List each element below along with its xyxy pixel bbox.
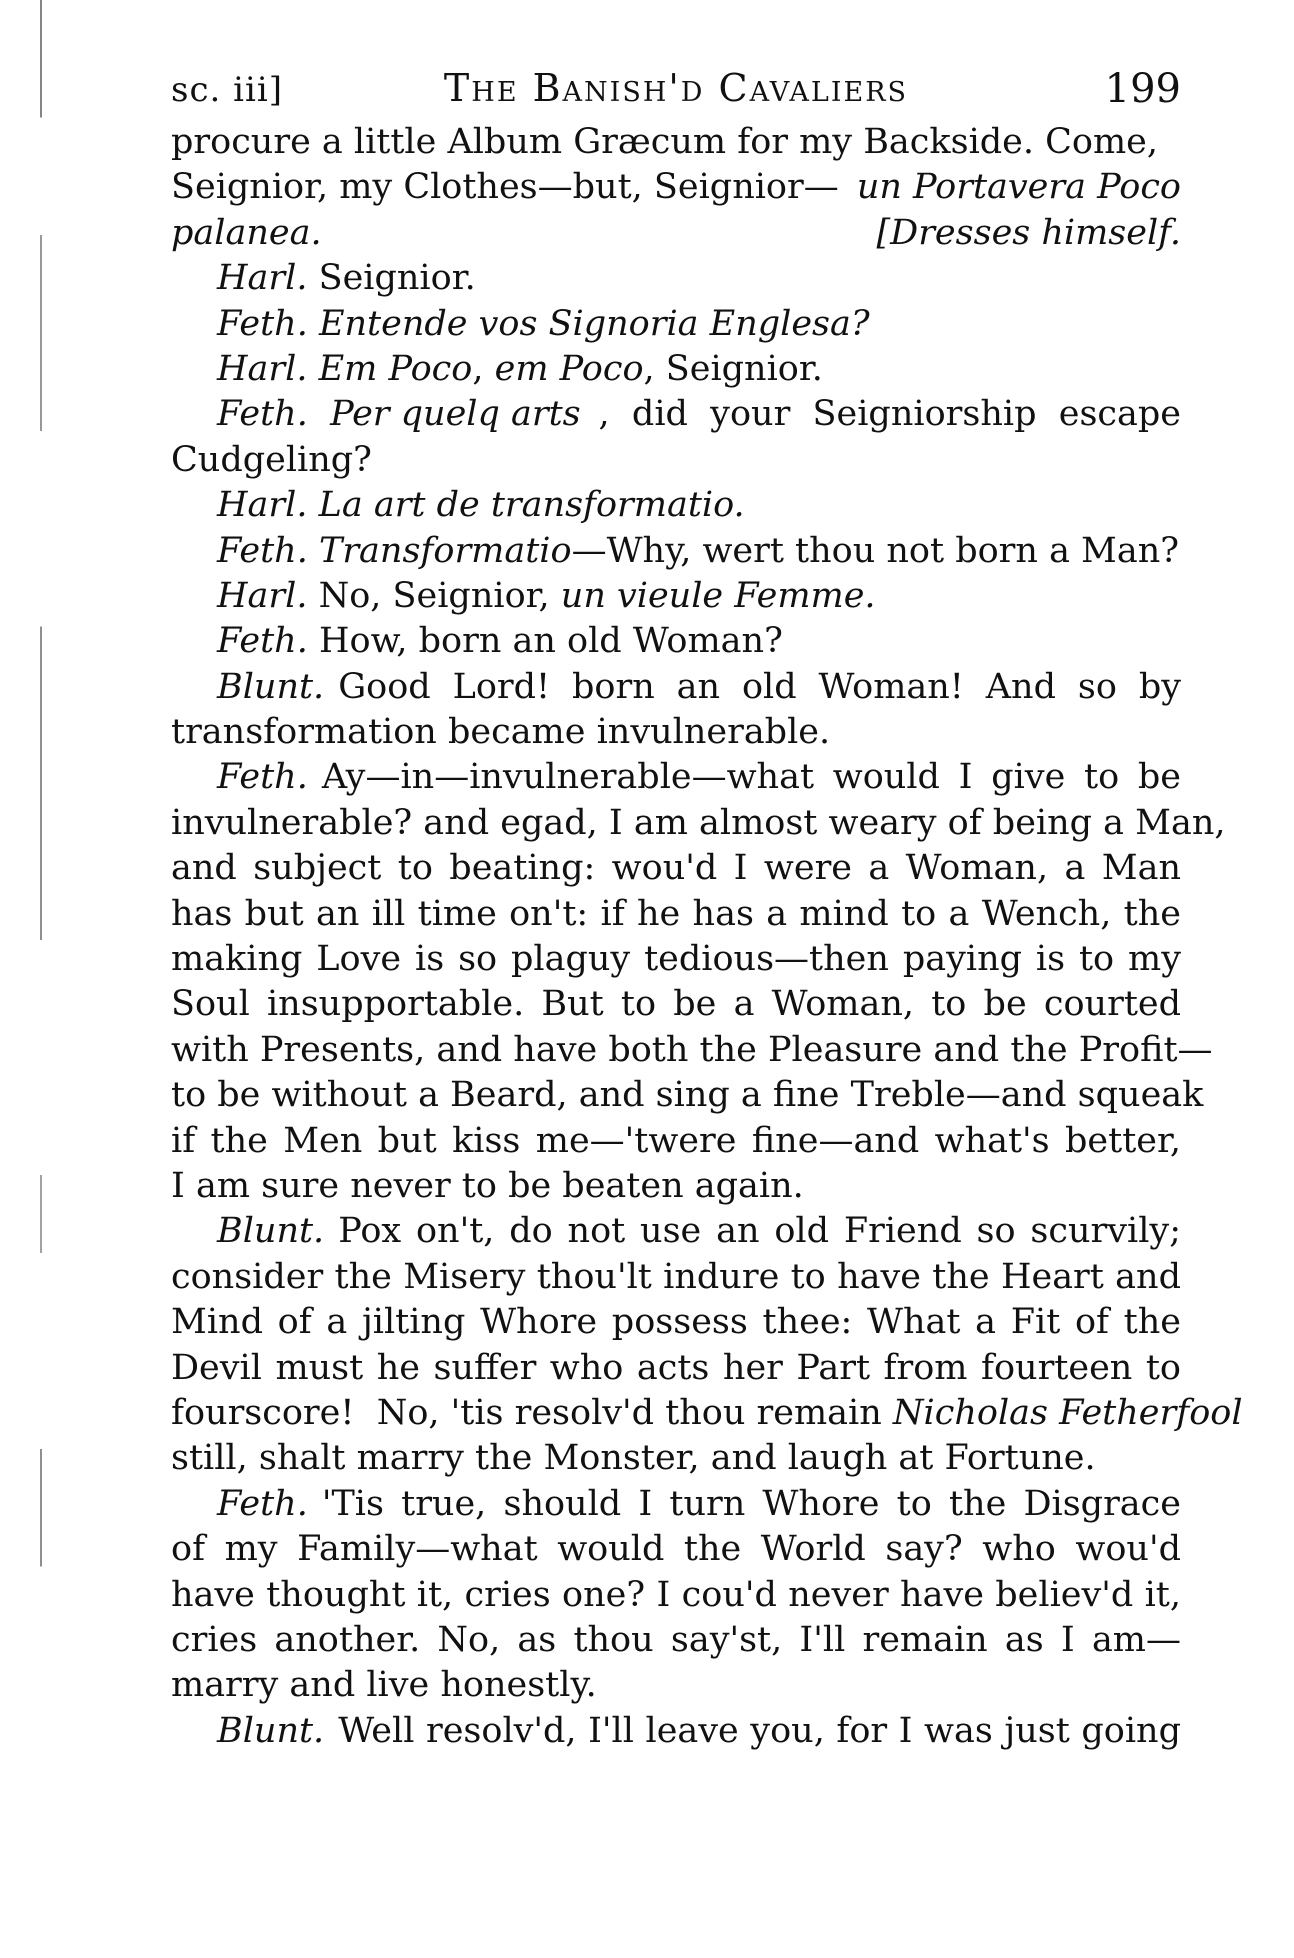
text-line [171, 1663, 1181, 1708]
text-line [171, 1255, 1181, 1300]
line-text: Devil must he suffer who acts her Part from fourteen to [171, 1347, 1181, 1388]
speech-text: Well resolv'd, I'll leave you, for I was just going [338, 1710, 1181, 1751]
line-text: transformation became invulnerable. [171, 712, 831, 753]
speaker-name: Feth. [217, 530, 308, 571]
speech-line [171, 483, 1181, 528]
line-text: to be without a Beard, and sing a fine Treble—and squeak [171, 1075, 1204, 1116]
speech-line [171, 1209, 1181, 1254]
speech-line [171, 1709, 1181, 1754]
italic-phrase: em Poco [494, 348, 644, 389]
line-text: consider the Misery thou'lt indure to have the Heart and [171, 1256, 1181, 1297]
line-text: have thought it, cries one? I cou'd never have believ'd it, [171, 1574, 1181, 1615]
line-text: fourscore! No, 'tis resolv'd thou remain [171, 1392, 893, 1433]
text-line [171, 1300, 1181, 1345]
speech-line [171, 1482, 1181, 1527]
italic-phrase: Per quelq arts [330, 394, 581, 435]
speech-text: How, born an old Woman? [318, 621, 783, 662]
text-line [171, 1028, 1213, 1073]
text-line [171, 120, 1181, 165]
line-text: —Why, wert thou not born a Man? [571, 530, 1180, 571]
text-line [171, 1436, 1181, 1481]
speaker-name: Feth. [217, 1483, 308, 1524]
italic-phrase: Em Poco [318, 348, 473, 389]
line-text: of my Family—what would the World say? who wou'd [171, 1529, 1181, 1570]
text-line [171, 1618, 1181, 1663]
speaker-name: Feth. [217, 303, 308, 344]
italic-phrase: un vieule Femme. [560, 575, 876, 616]
line-text: marry and live honestly. [171, 1665, 597, 1706]
speaker-name: Harl. [217, 258, 308, 299]
italic-phrase: Transformatio [318, 530, 572, 571]
line-text: procure a little Album Græcum for my Backside. Come, [171, 122, 1159, 162]
speech-text: 'Tis true, should I turn Whore to the Disgrace [321, 1483, 1181, 1524]
line-text: with Presents, and have both the Pleasure and the Profit— [171, 1029, 1213, 1070]
line-text: , [472, 348, 495, 389]
text-line [171, 710, 1181, 755]
speech-text: Entende vos Signoria Englesa? [318, 303, 870, 344]
text-line [171, 846, 1181, 891]
line-text: has but an ill time on't: if he has a mind to a Wench, the [171, 893, 1181, 934]
line-text: invulnerable? and egad, I am almost weary of being a Man, [171, 802, 1226, 843]
line-text: Soul insupportable. But to be a Woman, to be courted [171, 984, 1181, 1025]
speech-line [171, 392, 1181, 437]
speaker-name: Harl. [217, 348, 308, 389]
line-text: if the Men but kiss me—'twere fine—and what's better, [171, 1120, 1181, 1161]
text-line [171, 1346, 1181, 1391]
page-number: 199 [1104, 66, 1181, 112]
line-text: and subject to beating: wou'd I were a Woman, a Man [171, 848, 1181, 889]
line-text: Cudgeling? [171, 439, 372, 480]
running-header [171, 48, 1181, 120]
speech-line [171, 574, 1181, 619]
text-line [171, 1164, 1181, 1209]
page-edge-shadow [40, 0, 42, 1958]
speaker-name: Harl. [217, 575, 308, 616]
speaker-name: Blunt. [217, 1211, 325, 1252]
line-text: I am sure never to be beaten again. [171, 1165, 804, 1206]
text-line [171, 165, 1181, 210]
character-name: Nicholas Fetherfool [892, 1392, 1243, 1433]
italic-phrase: un Portavera Poco [856, 167, 1181, 208]
text-line [171, 1119, 1181, 1164]
speaker-name: Feth. [217, 394, 308, 435]
line-text: cries another. No, as thou say'st, I'll remain as I am— [171, 1619, 1181, 1660]
speech-text: Ay—in—invulnerable—what would I give to be [321, 757, 1181, 798]
text-line [171, 892, 1181, 937]
speaker-name: Blunt. [217, 1710, 325, 1751]
speech-text: La art de transformatio. [318, 485, 745, 526]
speech-line [171, 665, 1181, 710]
text-line [171, 1391, 1243, 1436]
text-line [171, 1573, 1181, 1618]
line-text: No, Seignior, [318, 575, 561, 616]
line-text: still, shalt marry the Monster, and laugh at Fortune. [171, 1438, 1096, 1479]
text-line [171, 982, 1181, 1027]
speech-text: Seignior. [318, 258, 476, 299]
stage-direction: [Dresses himself. [876, 212, 1181, 253]
speech-line [171, 347, 1181, 392]
speech-text: Good Lord! born an old Woman! And so by [338, 666, 1181, 707]
italic-phrase: palanea. [171, 212, 322, 253]
text-line [171, 438, 1181, 483]
speaker-name: Harl. [217, 485, 308, 526]
text-line [171, 211, 1181, 256]
line-text: making Love is so plaguy tedious—then paying is to my [171, 939, 1181, 980]
text-line [171, 801, 1226, 846]
speech-line [171, 619, 1181, 664]
speech-line [171, 529, 1181, 574]
line-text: , Seignior. [643, 348, 823, 389]
speaker-name: Blunt. [217, 666, 325, 707]
play-text [171, 120, 1243, 1754]
line-text: Seignior, my Clothes—but, Seignior— [171, 167, 839, 208]
text-line [171, 937, 1181, 982]
speech-start [217, 392, 581, 437]
speech-line [171, 256, 1181, 301]
text-line [171, 1073, 1204, 1118]
speech-text: Pox on't, do not use an old Friend so scurvily; [338, 1211, 1181, 1252]
text-line [171, 1527, 1181, 1572]
speech-line [171, 755, 1181, 800]
line-text: , did your Seigniorship escape [598, 394, 1181, 435]
book-page [171, 48, 1243, 1754]
scene-marker: sc. iii] [171, 70, 283, 110]
speech-line [171, 302, 1181, 347]
speaker-name: Feth. [217, 621, 308, 662]
speaker-name: Feth. [217, 757, 308, 798]
running-title: The Banish'd Cavaliers [443, 66, 909, 110]
line-text: Mind of a jilting Whore possess thee: What a Fit of the [171, 1302, 1181, 1343]
